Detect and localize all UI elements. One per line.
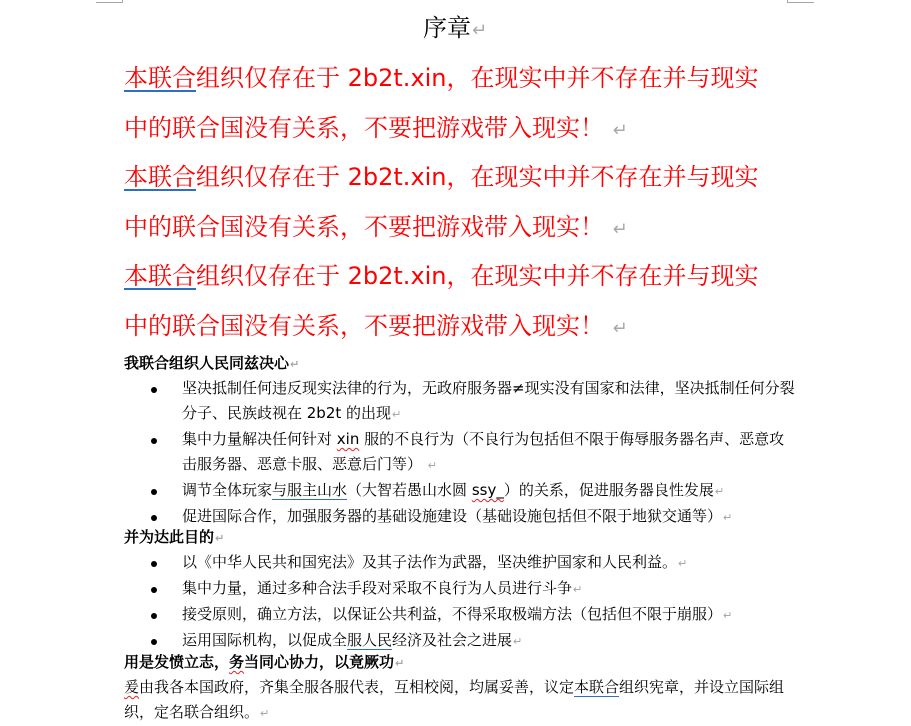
item-text: 集中力量解决任何针对 bbox=[182, 430, 337, 448]
paragraph-mark-icon: ↵ bbox=[513, 635, 523, 648]
heading-text: 我联合组织人民同兹决心 bbox=[124, 354, 290, 372]
paragraph-mark-icon: ↵ bbox=[392, 408, 402, 421]
section-heading-resolve bbox=[124, 351, 299, 377]
paragraph-mark-icon: ↵ bbox=[678, 557, 688, 570]
paragraph-mark-icon: ↵ bbox=[215, 532, 225, 545]
warning-line-2 bbox=[124, 104, 804, 156]
warning-text: 中的联合国没有关系，不要把游戏带入现实！ bbox=[124, 212, 604, 241]
underlined-text: 本联合 bbox=[124, 163, 196, 191]
bullet-icon bbox=[151, 438, 157, 444]
warning-line-1 bbox=[124, 153, 804, 203]
paragraph-mark-icon: ↵ bbox=[723, 511, 733, 524]
item-text: 集中力量，通过多种合法手段对采取不良行为人员进行斗争 bbox=[182, 579, 573, 597]
warning-line-2 bbox=[124, 203, 804, 255]
item-text: 坚决抵制任何违反现实法律的行为，无政府服务器≠现实没有国家和法律，坚决抵制任何分裂分子、民族歧视在 2b2t 的出现 bbox=[182, 379, 795, 422]
bullet-icon bbox=[151, 489, 157, 495]
warning-block-3 bbox=[124, 252, 804, 353]
bullet-list-resolve bbox=[124, 376, 796, 530]
warning-text: 组织仅存在于 2b2t.xin，在现实中并不存在并与现实 bbox=[196, 64, 759, 92]
warning-text: 组织仅存在于 2b2t.xin，在现实中并不存在并与现实 bbox=[196, 262, 759, 290]
bullet-icon bbox=[151, 515, 157, 521]
underlined-text: 服人民 bbox=[347, 631, 393, 649]
bullet-icon bbox=[151, 587, 157, 593]
bullet-icon bbox=[151, 613, 157, 619]
paragraph-mark-icon: ↵ bbox=[612, 317, 628, 339]
list-item bbox=[124, 376, 796, 427]
item-text: ）的关系，促进服务器良性发展 bbox=[503, 481, 714, 499]
underlined-text: 与服主山水 bbox=[272, 481, 348, 499]
paragraph-mark-icon: ↵ bbox=[714, 485, 725, 498]
heading-text: 用是发愤立志， bbox=[124, 653, 230, 671]
bullet-icon bbox=[151, 387, 157, 393]
bullet-icon bbox=[151, 639, 157, 645]
list-item bbox=[124, 427, 796, 478]
document-title bbox=[124, 12, 786, 47]
warning-block-2 bbox=[124, 153, 804, 254]
heading-text: 并为达此目的 bbox=[124, 528, 215, 546]
heading-text: 当同心协力，以竟厥功 bbox=[244, 653, 395, 671]
title-text: 序章 bbox=[422, 14, 471, 42]
warning-text: 中的联合国没有关系，不要把游戏带入现实！ bbox=[124, 311, 604, 340]
item-text: 经济及社会之进展 bbox=[392, 631, 513, 649]
list-item bbox=[124, 504, 796, 530]
paragraph-mark-icon: ↵ bbox=[395, 657, 405, 670]
page-corner-mark-left bbox=[96, 0, 123, 3]
underlined-text: 本联合 bbox=[124, 64, 196, 92]
list-item bbox=[124, 602, 796, 628]
underlined-text: 本联合 bbox=[574, 678, 620, 696]
paragraph-mark-icon: ↵ bbox=[290, 358, 300, 371]
item-text: 接受原则，确立方法，以保证公共利益，不得采取极端方法（包括但不限于崩服） bbox=[182, 605, 723, 623]
paragraph-mark-icon: ↵ bbox=[573, 583, 583, 596]
item-text: 运用国际机构，以促成全 bbox=[182, 631, 348, 649]
spelling-flagged-text: 爰 bbox=[124, 678, 140, 696]
underlined-text: 本联合 bbox=[124, 262, 196, 290]
list-item bbox=[124, 550, 796, 576]
spelling-flagged-text: ssy_ bbox=[471, 481, 504, 499]
section-heading-determination bbox=[124, 650, 404, 676]
spelling-flagged-text: xin bbox=[336, 430, 360, 448]
warning-line-1 bbox=[124, 252, 804, 302]
item-text: 服的不良行为（不良行为包括但不限于侮辱服务器名声、恶意攻击服务器、恶意卡服、恶意后门等） bbox=[182, 430, 785, 473]
bullet-list-purpose bbox=[124, 550, 796, 654]
paragraph-mark-icon: ↵ bbox=[723, 609, 733, 622]
item-text: （大智若愚山水圆 bbox=[347, 481, 472, 499]
paragraph-mark-icon: ↵ bbox=[612, 218, 628, 240]
paragraph-text: 由我各本国政府，齐集全服各服代表，互相校阅，均属妥善，议定 bbox=[139, 678, 575, 696]
spelling-flagged-text: 务 bbox=[229, 653, 245, 671]
warning-line-2 bbox=[124, 302, 804, 354]
paragraph-mark-icon: ↵ bbox=[612, 119, 628, 141]
paragraph-text: 组织宪章，并设立国际组织，定名联合组织。 bbox=[124, 678, 785, 721]
item-text: 促进国际合作，加强服务器的基础设施建设（基础设施包括但不限于地狱交通等） bbox=[182, 507, 723, 525]
paragraph-mark-icon: ↵ bbox=[427, 459, 438, 472]
warning-text: 中的联合国没有关系，不要把游戏带入现实！ bbox=[124, 113, 604, 142]
closing-paragraph bbox=[124, 675, 796, 726]
list-item bbox=[124, 478, 796, 504]
warning-block-1 bbox=[124, 54, 804, 155]
paragraph-mark-icon: ↵ bbox=[260, 707, 270, 720]
page-corner-mark-right bbox=[787, 0, 814, 3]
item-text: 以《中华人民共和国宪法》及其子法作为武器，坚决维护国家和人民利益。 bbox=[182, 553, 678, 571]
warning-line-1 bbox=[124, 54, 804, 104]
bullet-icon bbox=[151, 561, 157, 567]
section-heading-purpose bbox=[124, 525, 224, 551]
warning-text: 组织仅存在于 2b2t.xin，在现实中并不存在并与现实 bbox=[196, 163, 759, 191]
list-item bbox=[124, 576, 796, 602]
item-text: 调节全体玩家 bbox=[182, 481, 273, 499]
paragraph-mark-icon: ↵ bbox=[471, 20, 488, 41]
